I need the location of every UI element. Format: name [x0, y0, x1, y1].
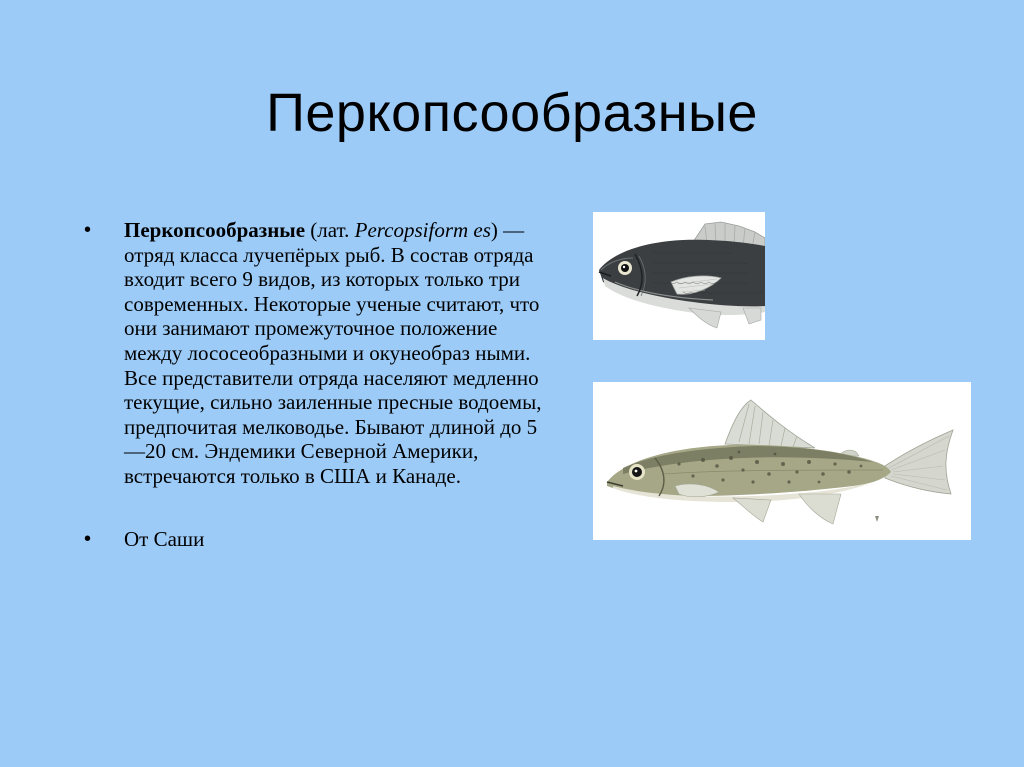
fish-image-top [593, 212, 765, 340]
description-text [124, 218, 556, 489]
description-body-text: ) — отряд класса лучепёрых рыб. В состав отряда входит всего 9 видов, из которых только три современных. Некоторые ученые считают, что они занимают промежуточное положение между лососеобразными и окунеобраз ными. Все представители отряда населяют медленно текущие, сильно заиленные пресные водоемы, предпочитая мелководье. Бывают длиной до 5—20 см. Эндемики Северной Америки, встречаются только в США и Канаде. [124, 218, 542, 488]
bullet-item-author [84, 527, 554, 552]
bullet-item-description [84, 218, 554, 489]
bullet-icon: • [84, 527, 92, 550]
spotted-fish-illustration [593, 382, 971, 540]
author-text: От Саши [124, 526, 205, 551]
latin-prefix-text: (лат. [305, 218, 355, 242]
dark-fish-illustration [593, 212, 765, 340]
slide-title: Перкопсообразные [266, 83, 758, 143]
latin-name-text: Percopsiform es [354, 218, 491, 242]
term-text: Перкопсообразные [124, 218, 306, 242]
bullet-list [84, 218, 554, 551]
fish-image-bottom [593, 382, 971, 540]
bullet-icon: • [84, 219, 92, 241]
